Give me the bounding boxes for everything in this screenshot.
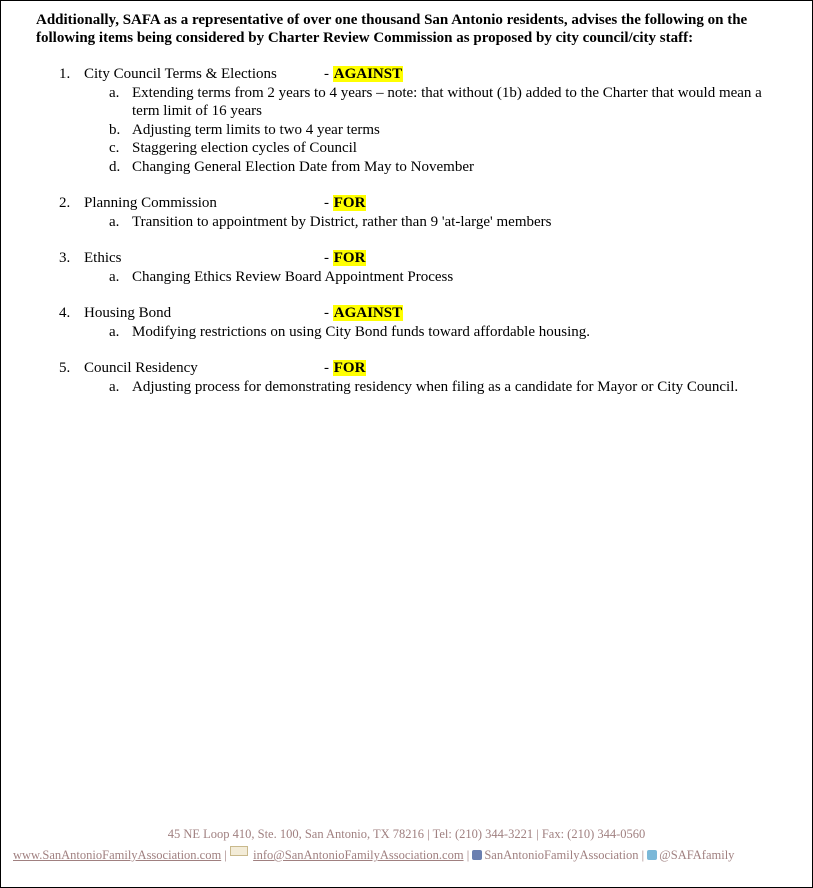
sub-letter: a.	[109, 323, 120, 340]
sub-letter: a.	[109, 268, 120, 285]
separator: |	[221, 848, 230, 862]
item-position	[324, 65, 403, 84]
sub-text: Transition to appointment by District, rather than 9 'at-large' members	[132, 213, 552, 230]
sub-text: Adjusting term limits to two 4 year terms	[132, 121, 380, 138]
sub-letter: a.	[109, 213, 120, 230]
separator: |	[463, 848, 473, 862]
item-title: Housing Bond	[84, 305, 172, 321]
website-link[interactable]: www.SanAntonioFamilyAssociation.com	[13, 848, 222, 862]
item-position	[324, 359, 366, 378]
facebook-handle[interactable]: SanAntonioFamilyAssociation	[484, 848, 639, 862]
position-badge: FOR	[333, 250, 366, 266]
twitter-handle[interactable]: @SAFAfamily	[659, 848, 735, 862]
sub-letter: d.	[109, 158, 121, 175]
sub-list	[109, 84, 789, 177]
sub-text: Adjusting process for demonstrating residency when filing as a candidate for Mayor or City Council.	[132, 378, 739, 395]
position-dash: -	[324, 66, 333, 82]
sub-item	[109, 268, 789, 287]
sub-list	[109, 213, 789, 232]
item-position	[324, 194, 366, 213]
item-title: City Council Terms & Elections	[84, 66, 277, 82]
sub-text: Changing General Election Date from May to November	[132, 158, 474, 175]
sub-letter: a.	[109, 378, 120, 395]
sub-text: Modifying restrictions on using City Bond funds toward affordable housing.	[132, 323, 591, 340]
item-number: 2.	[59, 195, 71, 211]
position-dash: -	[324, 360, 333, 376]
sub-item	[109, 158, 789, 177]
position-badge: AGAINST	[333, 305, 403, 321]
email-link[interactable]: info@SanAntonioFamilyAssociation.com	[253, 848, 464, 862]
separator: |	[638, 848, 648, 862]
sub-item	[109, 213, 789, 232]
footer-address: 45 NE Loop 410, Ste. 100, San Antonio, TX 78216 | Tel: (210) 344-3221 | Fax: (210) 344-0560	[167, 827, 646, 841]
sub-item	[109, 323, 789, 342]
position-badge: FOR	[333, 360, 366, 376]
facebook-icon	[472, 850, 482, 860]
position-dash: -	[324, 250, 333, 266]
item-position	[324, 304, 403, 323]
sub-text: Extending terms from 2 years to 4 years – note: that without (1b) added to the Charter that would mean a term limit of 16 years	[132, 84, 762, 119]
item-title: Council Residency	[84, 360, 198, 376]
sub-letter: a.	[109, 84, 120, 101]
sub-letter: c.	[109, 140, 120, 156]
footer-contact	[13, 846, 734, 863]
item-position	[324, 249, 366, 268]
sub-item	[109, 84, 789, 121]
sub-text: Changing Ethics Review Board Appointment Process	[132, 268, 454, 285]
mail-icon	[230, 846, 248, 856]
sub-letter: b.	[109, 121, 121, 138]
sub-list	[109, 323, 789, 342]
item-number: 1.	[59, 66, 71, 82]
sub-item	[109, 378, 789, 397]
sub-text: Staggering election cycles of Council	[132, 140, 357, 156]
item-number: 5.	[59, 360, 71, 376]
item-title: Planning Commission	[84, 195, 217, 211]
item-number: 3.	[59, 250, 71, 266]
intro-paragraph: Additionally, SAFA as a representative of over one thousand San Antonio residents, advises the following on the following items being considered by Charter Review Commission as proposed by city council/city staff:	[36, 12, 748, 46]
position-dash: -	[324, 195, 333, 211]
item-number: 4.	[59, 305, 71, 321]
sub-item	[109, 139, 789, 158]
position-badge: AGAINST	[333, 66, 403, 82]
sub-list	[109, 378, 789, 397]
twitter-icon	[647, 850, 657, 860]
item-title: Ethics	[84, 250, 122, 266]
sub-item	[109, 121, 789, 140]
position-badge: FOR	[333, 195, 366, 211]
position-dash: -	[324, 305, 333, 321]
sub-list	[109, 268, 789, 287]
